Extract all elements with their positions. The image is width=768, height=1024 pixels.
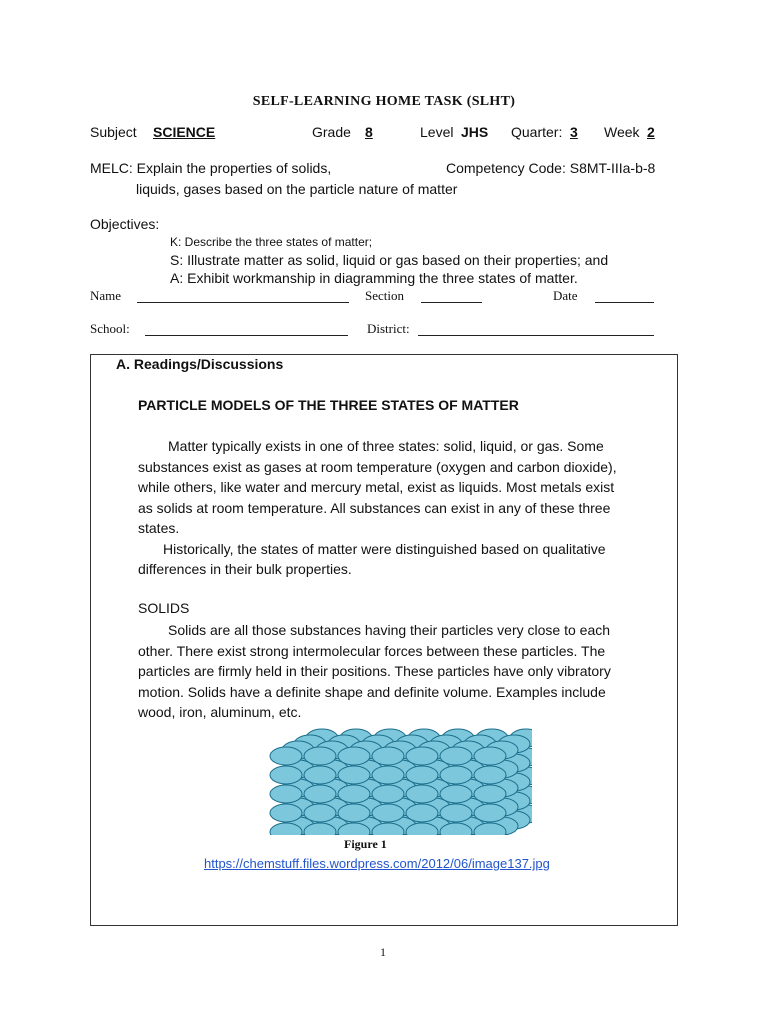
paragraph-line: Solids are all those substances having their particles very close to each (168, 622, 611, 638)
solid-particle-model-figure (266, 720, 532, 835)
date-label: Date (553, 288, 578, 303)
content-title: PARTICLE MODELS OF THE THREE STATES OF MATTER (138, 397, 519, 413)
quarter-label: Quarter: (511, 124, 563, 140)
subject-label: Subject (90, 124, 137, 140)
school-field[interactable] (145, 335, 348, 336)
particle (440, 804, 472, 822)
particle (406, 766, 438, 784)
particle (270, 785, 302, 803)
particle (406, 747, 438, 765)
date-field[interactable] (595, 302, 654, 303)
particle (270, 804, 302, 822)
particle (338, 785, 370, 803)
particle (270, 766, 302, 784)
particle (372, 785, 404, 803)
particle (338, 766, 370, 784)
page-number: 1 (380, 945, 386, 959)
melc-line1: MELC: Explain the properties of solids, (90, 160, 332, 176)
particle (440, 747, 472, 765)
section-label: Section (365, 288, 404, 303)
particle (338, 804, 370, 822)
level-value: JHS (461, 124, 489, 140)
subject-value: SCIENCE (153, 124, 216, 140)
section-field[interactable] (421, 302, 482, 303)
particle (406, 785, 438, 803)
level-label: Level (420, 124, 454, 140)
paragraph-line: particles are firmly held in their positions. These particles have only vibratory (138, 663, 611, 679)
particle (304, 747, 336, 765)
particle (304, 785, 336, 803)
paragraph-line: wood, iron, aluminum, etc. (138, 704, 302, 720)
section-heading: A. Readings/Discussions (116, 356, 284, 372)
paragraph-line: other. There exist strong intermolecular forces between these particles. The (138, 642, 606, 659)
particle (372, 804, 404, 822)
paragraph-line: substances exist as gases at room temperature (oxygen and carbon dioxide), (138, 458, 617, 475)
particle (372, 747, 404, 765)
paragraph-line: as solids at room temperature. All substances can exist in any of these three (138, 499, 611, 516)
particle (474, 785, 506, 803)
particle (406, 804, 438, 822)
figure-source-link[interactable]: https://chemstuff.files.wordpress.com/2012/06/image137.jpg (204, 856, 550, 871)
page-title: SELF-LEARNING HOME TASK (SLHT) (252, 94, 516, 109)
paragraph-line: motion. Solids have a definite shape and definite volume. Examples include (138, 683, 606, 700)
week-value: 2 (647, 124, 655, 140)
school-label: School: (90, 321, 130, 336)
paragraph-intro (138, 436, 658, 580)
solids-heading: SOLIDS (138, 600, 190, 616)
melc-line2: liquids, gases based on the particle nature of matter (136, 181, 458, 197)
objective-attitude: A: Exhibit workmanship in diagramming the three states of matter. (170, 270, 578, 286)
paragraph-line: differences in their bulk properties. (138, 561, 352, 577)
objectives-heading: Objectives: (90, 216, 160, 232)
grade-label: Grade (312, 124, 351, 140)
particle (474, 766, 506, 784)
particle (440, 785, 472, 803)
particle (474, 747, 506, 765)
paragraph-line: states. (138, 520, 180, 536)
figure-caption: Figure 1 (344, 837, 387, 851)
particle (304, 766, 336, 784)
particle (372, 766, 404, 784)
name-field[interactable] (137, 302, 349, 303)
paragraph-line: while others, like water and mercury metal, exist as liquids. Most metals exist (138, 479, 615, 495)
competency-code: Competency Code: S8MT-IIIa-b-8 (446, 160, 656, 176)
objective-knowledge: K: Describe the three states of matter; (170, 235, 373, 249)
particle (474, 804, 506, 822)
paragraph-line: Historically, the states of matter were distinguished based on qualitative (163, 540, 606, 557)
particle (440, 766, 472, 784)
name-label: Name (90, 288, 122, 303)
week-label: Week (604, 124, 640, 140)
quarter-value: 3 (570, 124, 578, 140)
paragraph-line: Matter typically exists in one of three states: solid, liquid, or gas. Some (168, 438, 604, 454)
paragraph-solids (138, 620, 658, 723)
particle (304, 804, 336, 822)
particle (270, 747, 302, 765)
grade-value: 8 (365, 124, 373, 140)
particle (338, 747, 370, 765)
objective-skill: S: Illustrate matter as solid, liquid or gas based on their properties; and (170, 252, 609, 268)
district-label: District: (367, 321, 410, 336)
district-field[interactable] (418, 335, 654, 336)
